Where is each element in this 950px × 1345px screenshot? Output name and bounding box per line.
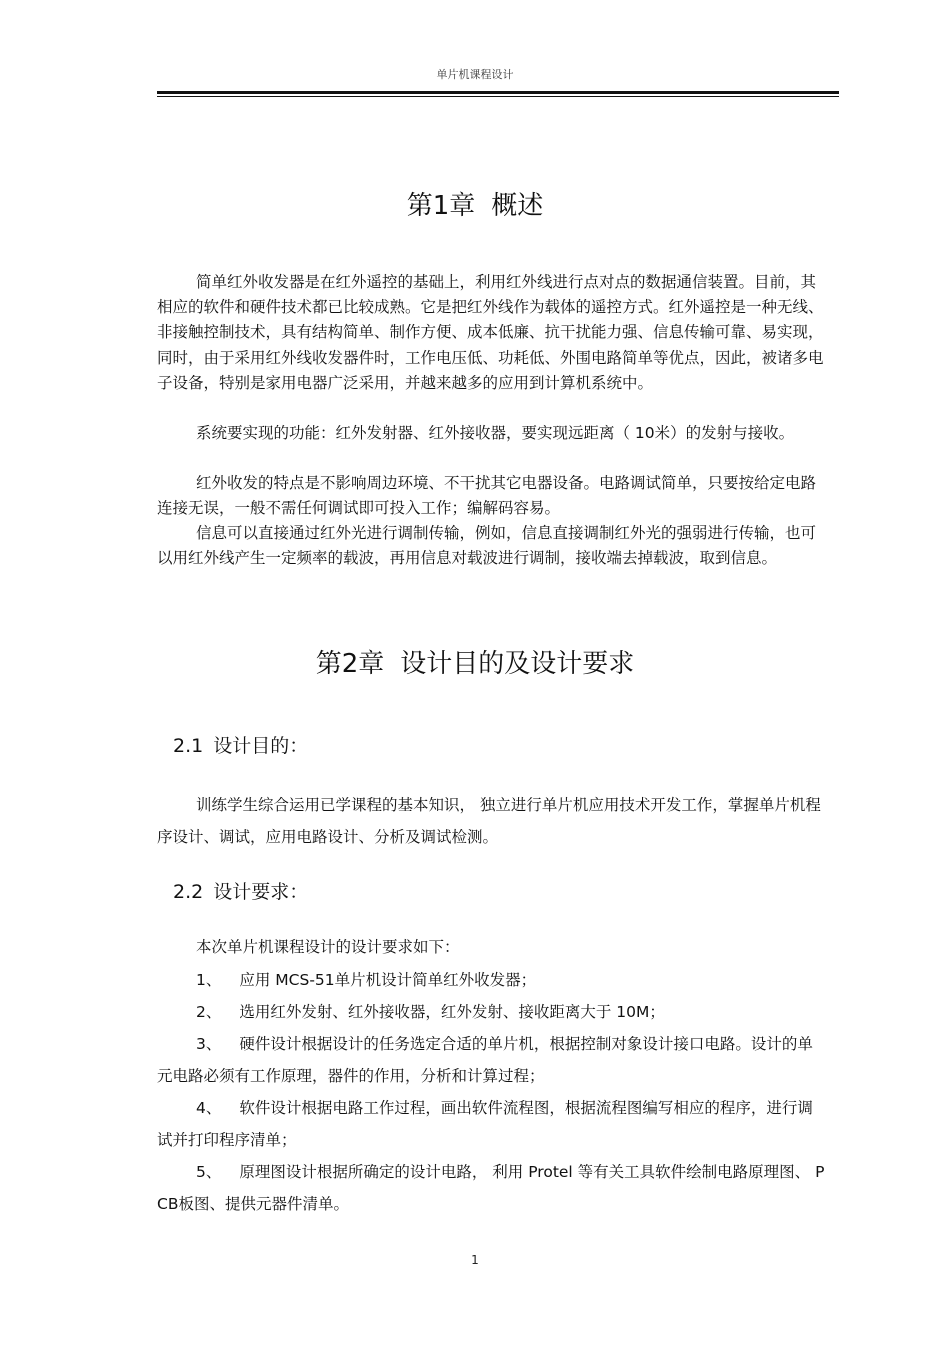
requirement-text: 应用 MCS-51单片机设计简单红外收发器； <box>239 971 537 989</box>
requirement-item <box>157 1028 827 1092</box>
chapter-1-title: 概述 <box>491 191 544 221</box>
requirement-text: 选用红外发射、红外接收器，红外发射、接收距离大于 10M； <box>239 1003 665 1021</box>
page-number: 1 <box>471 1253 479 1267</box>
chapter-1-paragraph-4: 信息可以直接通过红外光进行调制传输，例如，信息直接调制红外光的强弱进行传输，也可以用红外线产生一定频率的载波，再用信息对载波进行调制，接收端去掉载波，取到信息。 <box>157 524 817 568</box>
section-2-2-heading <box>173 877 308 904</box>
chapter-1-heading <box>0 185 950 222</box>
section-2-1-title: 设计目的： <box>213 735 309 757</box>
section-2-1-paragraph: 训练学生综合运用已学课程的基本知识， 独立进行单片机应用技术开发工作，掌握单片机程序设计、调试，应用电路设计、分析及调试检测。 <box>157 796 821 846</box>
section-2-1-heading <box>173 731 308 758</box>
chapter-2-number: 第2章 <box>315 649 385 679</box>
requirement-index: 2、 <box>196 1003 222 1021</box>
requirement-item <box>157 1092 827 1156</box>
section-2-2-number: 2.2 <box>173 881 204 903</box>
header-rule-thick <box>157 91 839 94</box>
requirement-item <box>157 1156 827 1220</box>
requirement-index: 4、 <box>196 1099 222 1117</box>
section-2-1-number: 2.1 <box>173 735 204 757</box>
section-2-2-title: 设计要求： <box>213 881 309 903</box>
requirement-index: 3、 <box>196 1035 222 1053</box>
chapter-1-number: 第1章 <box>406 191 476 221</box>
chapter-1-paragraph-1: 简单红外收发器是在红外遥控的基础上，利用红外线进行点对点的数据通信装置。目前，其相应的软件和硬件技术都已比较成熟。它是把红外线作为载体的遥控方式。红外遥控是一种无线、非接触控制技术，具有结构简单、制作方便、成本低廉、抗干扰能力强、信息传输可靠、易实现，同时，由于采用红外线收发器件时，工作电压低、功耗低、外围电路简单等优点，因此，被诸多电子设备，特别是家用电器广泛采用，并越来越多的应用到计算机系统中。 <box>157 273 824 392</box>
chapter-2-title: 设计目的及设计要求 <box>400 649 635 679</box>
chapter-1-paragraph-2: 系统要实现的功能：红外发射器、红外接收器，要实现远距离（ 10米）的发射与接收。 <box>196 424 795 442</box>
chapter-1-paragraph-3: 红外收发的特点是不影响周边环境、不干扰其它电器设备。电路调试简单，只要按给定电路连接无误，一般不需任何调试即可投入工作；编解码容易。 <box>157 474 817 518</box>
requirement-index: 5、 <box>196 1163 222 1181</box>
header-rule-thin <box>157 96 839 97</box>
requirement-item <box>157 964 827 996</box>
requirement-text: 硬件设计根据设计的任务选定合适的单片机，根据控制对象设计接口电路。设计的单元电路必须有工作原理，器件的作用，分析和计算过程； <box>157 1035 813 1085</box>
requirement-index: 1、 <box>196 971 222 989</box>
requirement-item <box>157 996 827 1028</box>
chapter-2-heading <box>0 643 950 680</box>
section-2-2-intro: 本次单片机课程设计的设计要求如下： <box>196 938 460 956</box>
requirement-text: 原理图设计根据所确定的设计电路， 利用 Protel 等有关工具软件绘制电路原理图、 PCB板图、提供元器件清单。 <box>157 1163 825 1213</box>
running-header: 单片机课程设计 <box>436 68 514 81</box>
requirement-text: 软件设计根据电路工作过程，画出软件流程图，根据流程图编写相应的程序，进行调试并打印程序清单； <box>157 1099 813 1149</box>
